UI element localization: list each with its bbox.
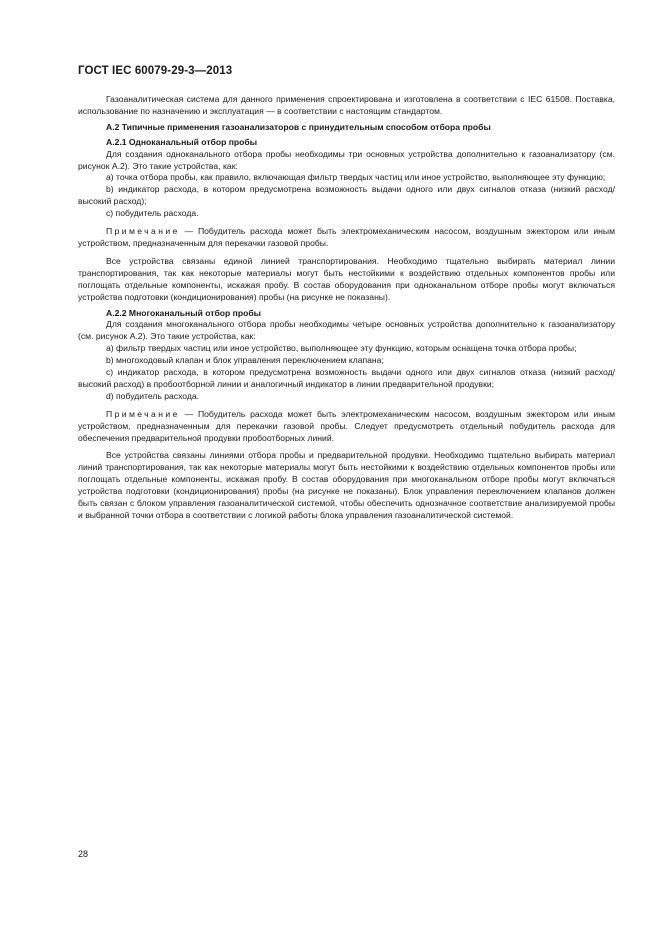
note-label: Примечание: [106, 408, 180, 419]
section-heading-a22: А.2.2 Многоканальный отбор пробы: [106, 307, 262, 318]
a22-list-item-d: d) побудитель расхода.: [106, 390, 200, 401]
document-header-title: ГОСТ IEC 60079-29-3—2013: [78, 65, 233, 77]
intro-paragraph: Газоаналитическая система для данного применения спроектирована и изготовлена в соответствии с IEC 61508. Поставка, использование по назначению и эксплуатация — в соответствии с настоящим стандартом.: [78, 94, 615, 116]
section-heading-a21: А.2.1 Одноканальный отбор пробы: [106, 136, 258, 147]
document-body: [78, 94, 615, 522]
a21-transport-paragraph: Все устройства связаны единой линией транспортирования. Необходимо тщательно выбирать материал линии транспортирования, так как некоторые материалы могут быть нестойкими к воздействию отдельных компонентов пробы или поглощать отдельные компоненты, искажая пробу. В состав оборудования при одноканальном отборе пробы могут включаться устройства подготовки (кондиционирования) пробы (на рисунке не показаны).: [78, 255, 615, 302]
a22-intro-paragraph: Для создания многоканального отбора пробы необходимы четыре основных устройства дополнительно к газоанализатору (см. рисунок А.2). Это такие устройства, как:: [78, 319, 615, 342]
a22-list-item-a: a) фильтр твердых частиц или иное устройство, выполняющее эту функцию, которым оснащена точка отбора пробы;: [106, 343, 577, 354]
section-heading-a2: А.2 Типичные применения газоанализаторов с принудительным способом отбора пробы: [106, 121, 491, 132]
a21-note: [78, 226, 615, 250]
page-number: 28: [78, 849, 89, 859]
a21-note-text: — Побудитель расхода может быть электромеханическим насосом, воздушным эжектором или иным устройством, предназначенным для перекачки газовой пробы.: [78, 226, 615, 248]
a22-transport-paragraph: Все устройства связаны линиями отбора пробы и предварительной продувки. Необходимо тщательно выбирать материал линий транспортирования, так как некоторые материалы могут быть нестойкими к воздействию отдельных компонентов пробы или поглощать отдельные компоненты, искажая пробу. В состав оборудования при многоканальном отборе пробы могут включаться устройства подготовки (кондиционирования) пробы (на рисунке не показаны). Блок управления переключением клапанов должен быть связан с блоком управления газоаналитической системой, чтобы обеспечить однозначное соответствие анализируемой пробы и выбранной точки отбора в соответствии с логикой работы блока управления газоаналитической системой.: [78, 450, 615, 520]
a22-list-item-c: c) индикатор расхода, в котором предусмотрена возможность выдачи одного или двух сигналов отказа (низкий расход/высокий расход) в пробоотборной линии и аналогичный индикатор в линии предварительной продувки;: [78, 367, 615, 389]
a21-list-item-b: b) индикатор расхода, в котором предусмотрена возможность выдачи одного или двух сигналов отказа (низкий расход/высокий расход);: [78, 184, 615, 207]
a21-list-item-c: c) побудитель расхода.: [106, 208, 199, 219]
a21-intro-paragraph: Для создания одноканального отбора пробы необходимы три основных устройства дополнительно к газоанализатору (см. рисунок А.2). Это такие устройства, как:: [78, 148, 615, 171]
a21-list-item-a: a) точка отбора пробы, как правило, включающая фильтр твердых частиц или иное устройство, выполняющее эту функцию;: [106, 172, 606, 183]
note-label: Примечание: [106, 226, 180, 237]
a22-note: [78, 409, 615, 445]
a22-note-text: — Побудитель расхода может быть электромеханическим насосом, воздушным эжектором или иным устройством, предназначенным для перекачки газовой пробы. Следует предусмотреть отдельный побудитель расхода для обеспечения предварительной продувки пробоотборных линий.: [78, 408, 615, 443]
a22-list-item-b: b) многоходовый клапан и блок управления переключением клапана;: [106, 355, 384, 366]
